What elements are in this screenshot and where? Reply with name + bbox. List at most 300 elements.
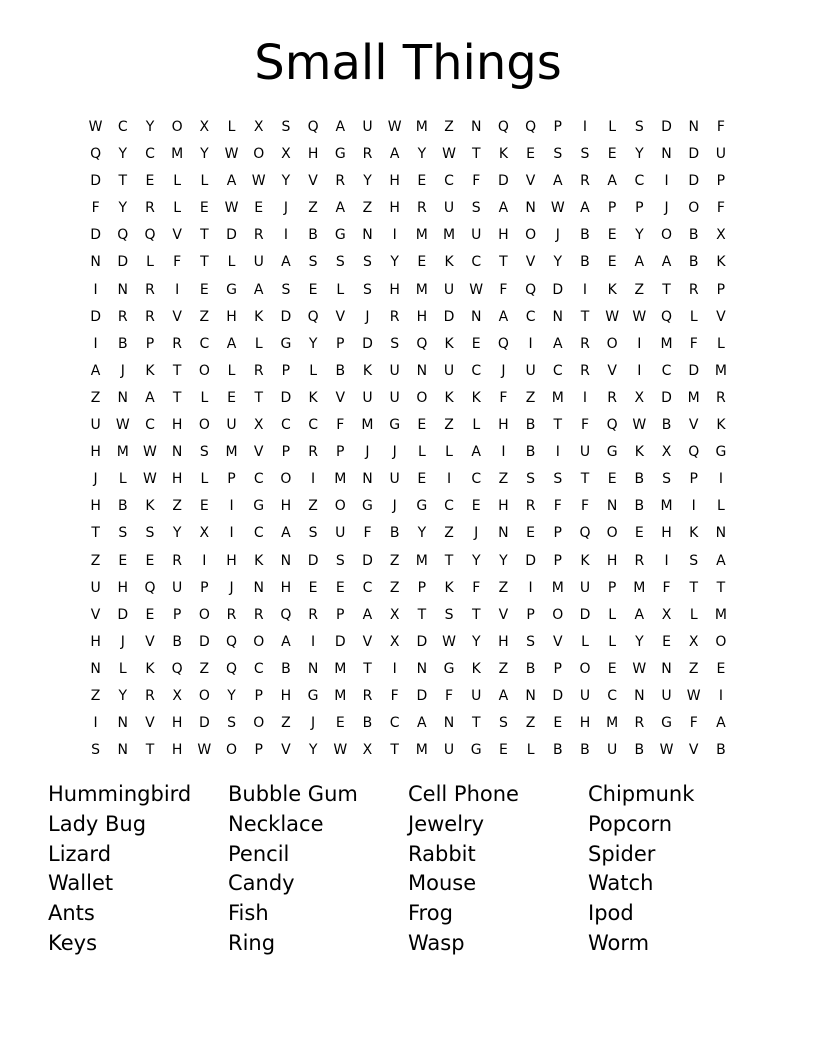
grid-letter: R: [335, 173, 346, 190]
grid-letter: X: [199, 119, 210, 135]
grid-letter: H: [90, 498, 101, 515]
grid-letter: B: [335, 362, 346, 379]
grid-letter: F: [472, 579, 481, 596]
grid-letter: Y: [227, 687, 236, 704]
grid-letter: E: [199, 200, 209, 217]
grid-letter: T: [499, 254, 508, 271]
grid-letter: Q: [280, 606, 292, 623]
grid-letter: O: [334, 498, 346, 515]
grid-letter: G: [715, 444, 727, 461]
grid-letter: L: [118, 660, 127, 677]
word-list-item: Worm: [588, 930, 650, 955]
grid-letter: R: [525, 498, 536, 515]
grid-letter: J: [365, 444, 370, 461]
grid-letter: H: [280, 687, 292, 704]
grid-letter: L: [608, 633, 617, 650]
grid-letter: M: [415, 552, 428, 569]
grid-letter: Q: [226, 633, 238, 650]
grid-letter: H: [498, 227, 509, 244]
grid-letter: K: [444, 335, 454, 352]
grid-letter: F: [499, 389, 508, 406]
grid-letter: P: [553, 119, 562, 135]
grid-letter: E: [526, 146, 536, 163]
grid-letter: P: [553, 552, 562, 569]
grid-letter: C: [117, 119, 128, 135]
grid-letter: C: [389, 715, 400, 732]
word-list-item: Cell Phone: [408, 782, 519, 806]
word-list-item: Rabbit: [408, 841, 476, 866]
grid-letter: O: [416, 389, 428, 406]
grid-letter: R: [580, 335, 590, 352]
grid-letter: H: [606, 552, 618, 569]
grid-letter: N: [606, 498, 618, 515]
grid-letter: Y: [281, 173, 291, 190]
grid-letter: L: [526, 742, 535, 759]
grid-letter: E: [308, 579, 318, 596]
grid-letter: K: [444, 389, 454, 406]
grid-letter: N: [470, 119, 482, 135]
grid-letter: J: [664, 200, 669, 217]
grid-letter: C: [661, 362, 672, 379]
grid-letter: D: [226, 227, 237, 244]
grid-letter: H: [498, 633, 509, 650]
grid-letter: C: [308, 417, 318, 434]
grid-letter: E: [607, 146, 617, 163]
grid-letter: Y: [390, 254, 399, 271]
grid-letter: R: [172, 335, 183, 352]
grid-letter: M: [551, 389, 564, 406]
grid-letter: U: [172, 579, 183, 596]
word-list-item: Hummingbird: [48, 782, 192, 806]
word-list-item: Wasp: [408, 930, 465, 955]
grid-letter: B: [117, 498, 128, 515]
grid-letter: J: [501, 362, 506, 379]
grid-letter: Y: [200, 146, 209, 163]
grid-letter: D: [661, 389, 672, 406]
letter-grid: [82, 114, 742, 764]
grid-letter: L: [309, 362, 317, 379]
grid-letter: V: [552, 633, 563, 650]
grid-letter: V: [281, 742, 291, 759]
grid-letter: I: [664, 552, 669, 569]
grid-letter: D: [280, 389, 292, 406]
grid-letter: Z: [199, 308, 210, 325]
grid-letter: N: [90, 660, 101, 677]
grid-letter: L: [173, 173, 182, 190]
grid-letter: D: [198, 633, 210, 650]
grid-letter: M: [415, 119, 428, 135]
grid-letter: K: [580, 552, 590, 569]
grid-letter: N: [416, 660, 428, 677]
grid-letter: O: [552, 606, 564, 623]
grid-letter: A: [634, 254, 645, 271]
grid-letter: R: [416, 200, 427, 217]
grid-letter: P: [607, 200, 617, 217]
grid-letter: Y: [308, 335, 318, 352]
grid-letter: G: [661, 715, 672, 732]
grid-letter: D: [552, 281, 564, 298]
grid-letter: H: [171, 471, 183, 488]
grid-letter: V: [335, 389, 346, 406]
grid-letter: N: [715, 525, 727, 542]
grid-letter: U: [253, 254, 264, 271]
grid-letter: Q: [525, 119, 537, 135]
grid-letter: W: [659, 742, 674, 759]
grid-letter: Y: [118, 687, 128, 704]
grid-letter: E: [471, 498, 481, 515]
grid-letter: H: [117, 579, 129, 596]
word-list-item: Spider: [588, 841, 656, 866]
grid-letter: Y: [145, 119, 155, 135]
grid-letter: T: [172, 362, 182, 379]
grid-letter: D: [280, 308, 292, 325]
grid-letter: U: [443, 742, 455, 759]
grid-letter: H: [226, 308, 237, 325]
grid-letter: X: [172, 687, 182, 704]
grid-letter: W: [550, 200, 565, 217]
grid-letter: A: [498, 687, 509, 704]
grid-letter: N: [117, 715, 129, 732]
grid-letter: I: [528, 335, 533, 352]
grid-letter: F: [91, 200, 100, 217]
grid-letter: Z: [498, 471, 509, 488]
grid-letter: T: [145, 742, 155, 759]
grid-letter: M: [415, 742, 428, 759]
grid-letter: Y: [118, 146, 128, 163]
grid-letter: B: [281, 660, 291, 677]
grid-letter: N: [661, 146, 672, 163]
grid-letter: Y: [553, 254, 563, 271]
word-list-item: Keys: [48, 930, 98, 955]
grid-letter: I: [93, 715, 98, 732]
grid-letter: I: [718, 687, 723, 704]
grid-letter: F: [445, 687, 454, 704]
grid-letter: E: [526, 525, 536, 542]
grid-letter: D: [90, 173, 101, 190]
grid-letter: W: [251, 173, 266, 190]
word-list-item: Chipmunk: [588, 782, 695, 806]
grid-letter: L: [417, 444, 426, 461]
grid-letter: Y: [635, 146, 644, 163]
grid-letter: S: [335, 552, 345, 569]
grid-letter: F: [662, 579, 671, 596]
grid-letter: D: [498, 173, 509, 190]
grid-letter: E: [417, 173, 427, 190]
grid-letter: J: [365, 308, 370, 325]
word-list-item: Mouse: [408, 871, 477, 896]
grid-letter: F: [689, 715, 698, 732]
word-list-item: Lizard: [48, 841, 112, 866]
grid-letter: G: [280, 335, 292, 352]
grid-letter: M: [334, 687, 347, 704]
grid-letter: W: [442, 146, 456, 163]
grid-letter: M: [687, 389, 700, 406]
grid-letter: R: [362, 146, 373, 163]
grid-letter: R: [634, 715, 645, 732]
grid-letter: N: [90, 254, 101, 271]
grid-letter: Q: [688, 444, 700, 461]
word-list-item: Watch: [588, 871, 654, 896]
grid-letter: A: [634, 606, 645, 623]
grid-letter: S: [199, 444, 209, 461]
grid-letter: E: [145, 552, 155, 569]
grid-letter: F: [390, 687, 399, 704]
grid-letter: A: [661, 254, 672, 271]
grid-letter: Q: [90, 146, 102, 163]
grid-letter: K: [444, 579, 454, 596]
word-list-item: Jewelry: [408, 811, 485, 836]
grid-letter: R: [607, 389, 618, 406]
grid-letter: B: [308, 227, 318, 244]
grid-letter: Q: [525, 281, 537, 298]
grid-letter: L: [118, 471, 127, 488]
grid-letter: O: [226, 742, 238, 759]
grid-letter: P: [336, 335, 345, 352]
grid-letter: P: [227, 471, 236, 488]
grid-letter: Q: [416, 335, 428, 352]
grid-letter: O: [579, 660, 591, 677]
grid-letter: P: [526, 606, 535, 623]
word-list-item: Popcorn: [588, 811, 673, 836]
grid-letter: T: [471, 146, 481, 163]
grid-letter: U: [335, 525, 346, 542]
grid-letter: S: [363, 254, 372, 271]
grid-letter: H: [90, 633, 101, 650]
grid-letter: I: [392, 660, 397, 677]
grid-letter: T: [254, 389, 263, 406]
grid-letter: I: [202, 552, 207, 569]
grid-letter: N: [117, 389, 129, 406]
grid-letter: L: [581, 633, 589, 650]
grid-letter: S: [526, 471, 536, 488]
grid-letter: V: [172, 308, 182, 325]
grid-letter: R: [634, 552, 645, 569]
grid-letter: C: [145, 146, 155, 163]
grid-letter: H: [171, 417, 183, 434]
grid-letter: O: [661, 227, 673, 244]
grid-letter: Q: [606, 417, 618, 434]
grid-letter: N: [416, 362, 428, 379]
word-list-item: Necklace: [228, 811, 324, 836]
grid-letter: T: [200, 227, 209, 244]
grid-letter: F: [363, 525, 372, 542]
grid-letter: R: [172, 552, 183, 569]
grid-letter: M: [334, 471, 347, 488]
grid-letter: Z: [444, 525, 454, 542]
grid-letter: F: [499, 281, 508, 298]
grid-letter: E: [417, 471, 427, 488]
grid-letter: I: [311, 633, 316, 650]
grid-letter: Z: [688, 660, 699, 677]
grid-letter: V: [335, 308, 346, 325]
grid-letter: E: [553, 715, 563, 732]
grid-letter: H: [498, 498, 509, 515]
grid-letter: B: [525, 444, 536, 461]
grid-letter: M: [415, 281, 428, 298]
word-list-item: Wallet: [48, 871, 114, 896]
grid-letter: P: [689, 471, 698, 488]
grid-letter: K: [362, 362, 373, 379]
grid-letter: X: [634, 389, 645, 406]
grid-letter: Y: [499, 552, 508, 569]
grid-letter: Z: [90, 552, 101, 569]
grid-letter: A: [389, 146, 400, 163]
grid-letter: M: [633, 579, 646, 596]
grid-letter: U: [90, 417, 101, 434]
grid-letter: O: [253, 146, 265, 163]
grid-letter: G: [226, 281, 237, 298]
grid-letter: P: [336, 444, 345, 461]
grid-letter: O: [715, 633, 727, 650]
grid-letter: U: [443, 362, 455, 379]
grid-letter: L: [689, 308, 698, 325]
grid-letter: L: [146, 254, 154, 271]
grid-letter: N: [443, 715, 455, 732]
grid-letter: B: [580, 742, 590, 759]
grid-letter: U: [661, 687, 672, 704]
grid-letter: T: [471, 715, 481, 732]
grid-letter: L: [608, 119, 617, 135]
grid-letter: Z: [444, 417, 454, 434]
grid-letter: N: [525, 687, 536, 704]
grid-letter: C: [634, 173, 645, 190]
grid-letter: A: [281, 254, 291, 271]
grid-letter: V: [607, 362, 617, 379]
grid-letter: G: [334, 227, 346, 244]
grid-letter: W: [632, 660, 647, 677]
grid-letter: U: [471, 227, 482, 244]
grid-letter: A: [498, 308, 509, 325]
grid-letter: U: [715, 146, 727, 163]
grid-letter: R: [145, 687, 155, 704]
grid-letter: Q: [307, 308, 319, 325]
grid-letter: S: [634, 119, 644, 135]
grid-letter: P: [635, 200, 644, 217]
grid-letter: C: [444, 498, 454, 515]
grid-letter: I: [582, 389, 588, 406]
grid-letter: R: [117, 308, 128, 325]
grid-letter: E: [607, 660, 617, 677]
grid-letter: M: [714, 362, 727, 379]
grid-letter: U: [579, 687, 591, 704]
grid-letter: A: [226, 173, 237, 190]
grid-letter: J: [392, 444, 397, 461]
grid-letter: G: [606, 444, 618, 461]
grid-letter: E: [118, 552, 128, 569]
grid-letter: I: [664, 173, 669, 190]
grid-letter: J: [392, 498, 397, 515]
grid-letter: C: [471, 254, 482, 271]
grid-letter: S: [227, 715, 236, 732]
grid-letter: E: [662, 633, 671, 650]
grid-letter: V: [525, 254, 536, 271]
grid-letter: W: [333, 742, 348, 759]
grid-letter: Z: [389, 579, 400, 596]
grid-letter: A: [552, 173, 563, 190]
grid-letter: R: [688, 281, 699, 298]
grid-letter: W: [197, 742, 212, 759]
grid-letter: Q: [579, 525, 591, 542]
grid-letter: I: [229, 525, 234, 542]
grid-letter: Q: [226, 660, 238, 677]
grid-letter: X: [253, 119, 264, 135]
grid-letter: B: [716, 742, 726, 759]
grid-letter: X: [389, 606, 400, 623]
grid-letter: B: [525, 660, 536, 677]
grid-letter: B: [552, 742, 563, 759]
grid-letter: O: [606, 525, 618, 542]
grid-letter: U: [443, 200, 455, 217]
grid-letter: N: [280, 552, 292, 569]
grid-letter: K: [145, 362, 155, 379]
grid-letter: M: [660, 498, 673, 515]
grid-letter: R: [253, 227, 264, 244]
grid-letter: P: [281, 444, 291, 461]
grid-letter: R: [362, 687, 373, 704]
grid-letter: N: [362, 227, 373, 244]
grid-letter: I: [175, 281, 180, 298]
grid-letter: T: [200, 254, 209, 271]
grid-letter: R: [308, 606, 318, 623]
word-list-item: Pencil: [228, 841, 290, 866]
word-list-item: Lady Bug: [48, 811, 147, 836]
grid-letter: Y: [471, 552, 481, 569]
grid-letter: S: [91, 742, 101, 759]
grid-letter: H: [280, 579, 292, 596]
grid-letter: P: [336, 606, 345, 623]
grid-letter: B: [389, 525, 400, 542]
grid-letter: W: [387, 119, 402, 135]
grid-letter: I: [528, 579, 533, 596]
grid-letter: T: [716, 579, 726, 596]
grid-letter: V: [145, 715, 155, 732]
grid-letter: E: [335, 579, 345, 596]
grid-letter: X: [661, 444, 672, 461]
grid-letter: M: [116, 444, 129, 461]
grid-letter: N: [171, 444, 183, 461]
grid-letter: R: [389, 308, 400, 325]
grid-letter: B: [117, 335, 128, 352]
grid-letter: L: [254, 335, 263, 352]
grid-letter: G: [389, 417, 401, 434]
grid-letter: T: [390, 742, 399, 759]
grid-letter: D: [90, 227, 101, 244]
word-list-item: Bubble Gum: [228, 782, 358, 806]
grid-letter: D: [688, 173, 700, 190]
grid-letter: I: [501, 444, 506, 461]
grid-letter: K: [444, 254, 454, 271]
grid-letter: W: [442, 633, 456, 650]
grid-letter: Z: [172, 498, 182, 515]
grid-letter: R: [145, 281, 155, 298]
grid-letter: B: [525, 417, 536, 434]
grid-letter: L: [227, 362, 236, 379]
grid-letter: H: [171, 715, 183, 732]
grid-letter: Z: [281, 715, 291, 732]
grid-letter: K: [716, 417, 726, 434]
grid-letter: E: [607, 254, 617, 271]
grid-letter: G: [334, 146, 346, 163]
grid-letter: T: [118, 173, 128, 190]
grid-letter: E: [199, 498, 209, 515]
grid-letter: H: [389, 281, 400, 298]
grid-letter: A: [716, 715, 726, 732]
grid-letter: C: [471, 362, 482, 379]
grid-letter: K: [254, 552, 264, 569]
grid-letter: K: [471, 660, 481, 677]
grid-letter: N: [634, 687, 645, 704]
grid-letter: D: [307, 552, 319, 569]
